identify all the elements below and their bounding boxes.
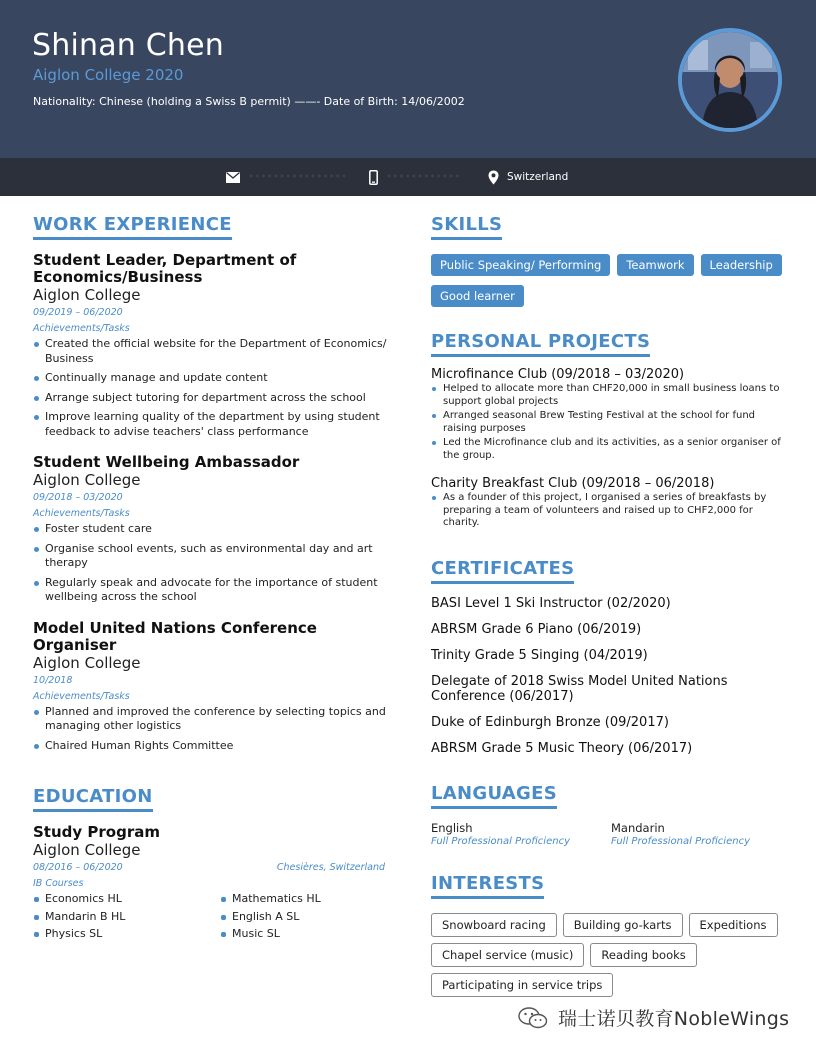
skill-tags	[431, 254, 786, 307]
certificate-item: Delegate of 2018 Swiss Model United Nations Conference (06/2017)	[431, 673, 728, 704]
project-title: Charity Breakfast Club (09/2018 – 06/2018)	[431, 476, 715, 491]
section-title-work: WORK EXPERIENCE	[33, 214, 232, 240]
certificate-item: ABRSM Grade 5 Music Theory (06/2017)	[431, 740, 693, 756]
avatar	[678, 28, 782, 132]
phone-text: ••••••••••••	[386, 171, 461, 183]
task-list	[33, 337, 393, 439]
course-item: English A SL	[220, 910, 380, 925]
right-column	[431, 214, 791, 997]
list-item: As a founder of this project, I organised a series of breakfasts by preparing a team of volunteers and raised up to CHF2,000 for charity.	[431, 492, 791, 530]
watermark	[518, 1004, 789, 1031]
list-item: Helped to allocate more than CHF20,000 in small business loans to support global projects	[431, 383, 791, 408]
left-column	[33, 214, 393, 942]
email-text: ••••••••••••••••	[248, 171, 348, 183]
job-title: Student Wellbeing Ambassador	[33, 453, 300, 471]
skill-tag: Good learner	[431, 285, 524, 307]
job-dates: 09/2018 – 03/2020	[33, 492, 123, 503]
project-bullets	[431, 383, 791, 462]
language-item	[611, 821, 791, 849]
course-item: Physics SL	[33, 927, 220, 942]
job-title: Student Leader, Department of Economics/Business	[33, 251, 297, 286]
education-entry	[33, 824, 393, 942]
interest-chip: Reading books	[590, 943, 696, 967]
course-item: Mathematics HL	[220, 892, 380, 907]
list-item: Organise school events, such as environmental day and art therapy	[33, 542, 393, 571]
language-name: English	[431, 820, 473, 835]
program-dates: 08/2016 – 06/2020	[33, 862, 123, 873]
list-item: Chaired Human Rights Committee	[33, 739, 393, 754]
list-item: Improve learning quality of the department by using student feedback to advise teachers' class performance	[33, 410, 393, 439]
job-title: Model United Nations Conference Organiser	[33, 618, 317, 654]
portrait-photo	[682, 32, 778, 128]
tasks-label: Achievements/Tasks	[33, 690, 130, 702]
work-entry	[33, 252, 393, 439]
language-name: Mandarin	[611, 820, 665, 835]
interest-chip: Building go-karts	[563, 913, 683, 937]
certificate-item: BASI Level 1 Ski Instructor (02/2020)	[431, 595, 671, 611]
language-level: Full Professional Proficiency	[431, 835, 570, 847]
list-item: Continually manage and update content	[33, 371, 393, 386]
section-title-interests: INTERESTS	[431, 873, 544, 899]
job-dates: 10/2018	[33, 674, 73, 686]
tasks-label: Achievements/Tasks	[33, 323, 130, 334]
project-entry	[431, 476, 791, 530]
tasks-label: Achievements/Tasks	[33, 508, 130, 519]
list-item: Foster student care	[33, 522, 393, 537]
program-title: Study Program	[33, 823, 160, 841]
certificate-item: Duke of Edinburgh Bronze (09/2017)	[431, 714, 669, 730]
interest-chips	[431, 913, 791, 997]
course-item: Mandarin B HL	[33, 910, 220, 925]
section-title-projects: PERSONAL PROJECTS	[431, 331, 650, 357]
location-pin-icon	[488, 170, 499, 185]
wechat-icon	[518, 1006, 548, 1030]
task-list	[33, 705, 393, 754]
certificate-item: Trinity Grade 5 Singing (04/2019)	[431, 647, 648, 663]
program-org: Aiglon College	[33, 841, 141, 859]
nationality-line: Nationality: Chinese (holding a Swiss B permit) ——- Date of Birth: 14/06/2002	[33, 95, 465, 108]
contact-bar	[0, 158, 816, 196]
skill-tag: Public Speaking/ Performing	[431, 254, 610, 276]
certificate-list	[431, 596, 791, 756]
skill-tag: Leadership	[701, 254, 782, 276]
interest-chip: Expeditions	[689, 913, 778, 937]
candidate-name: Shinan Chen	[32, 28, 224, 63]
interest-chip: Participating in service trips	[431, 973, 613, 997]
work-entry	[33, 454, 393, 605]
project-entry	[431, 367, 791, 462]
language-item	[431, 821, 611, 849]
language-level: Full Professional Proficiency	[611, 835, 750, 847]
course-item: Economics HL	[33, 892, 220, 907]
course-list	[33, 892, 393, 942]
contact-phone[interactable]	[369, 168, 460, 186]
section-title-languages: LANGUAGES	[431, 783, 557, 809]
section-title-skills: SKILLS	[431, 214, 502, 240]
course-item: Music SL	[220, 927, 380, 942]
watermark-text: 瑞士诺贝教育NobleWings	[558, 1008, 790, 1030]
location-text: Switzerland	[507, 171, 569, 183]
section-title-certificates: CERTIFICATES	[431, 558, 574, 584]
job-org: Aiglon College	[33, 286, 141, 304]
job-org: Aiglon College	[33, 471, 141, 489]
task-list	[33, 522, 393, 605]
list-item: Arrange subject tutoring for department across the school	[33, 391, 393, 406]
contact-location	[488, 168, 568, 186]
resume-header	[0, 0, 816, 158]
courses-label: IB Courses	[33, 878, 84, 889]
list-item: Led the Microfinance club and its activities, as a senior organiser of the group.	[431, 437, 791, 462]
interest-chip: Snowboard racing	[431, 913, 557, 937]
certificate-item: ABRSM Grade 6 Piano (06/2019)	[431, 621, 642, 637]
mail-icon	[226, 172, 240, 183]
program-location: Chesières, Switzerland	[276, 862, 385, 873]
job-org: Aiglon College	[33, 653, 141, 672]
contact-email[interactable]	[226, 168, 347, 186]
list-item: Arranged seasonal Brew Testing Festival at the school for fund raising purposes	[431, 410, 791, 435]
skill-tag: Teamwork	[617, 254, 693, 276]
list-item: Regularly speak and advocate for the importance of student wellbeing across the school	[33, 576, 393, 605]
project-title: Microfinance Club (09/2018 – 03/2020)	[431, 367, 685, 382]
interest-chip: Chapel service (music)	[431, 943, 584, 967]
education-meta	[33, 860, 385, 876]
project-bullets	[431, 492, 791, 530]
phone-icon	[369, 170, 378, 185]
language-list	[431, 821, 791, 849]
section-title-education: EDUCATION	[33, 786, 153, 812]
work-entry	[33, 620, 393, 754]
list-item: Created the official website for the Department of Economics/ Business	[33, 337, 393, 366]
list-item: Planned and improved the conference by selecting topics and managing other logistics	[33, 705, 393, 734]
candidate-subtitle: Aiglon College 2020	[33, 66, 184, 84]
job-dates: 09/2019 – 06/2020	[33, 307, 123, 318]
